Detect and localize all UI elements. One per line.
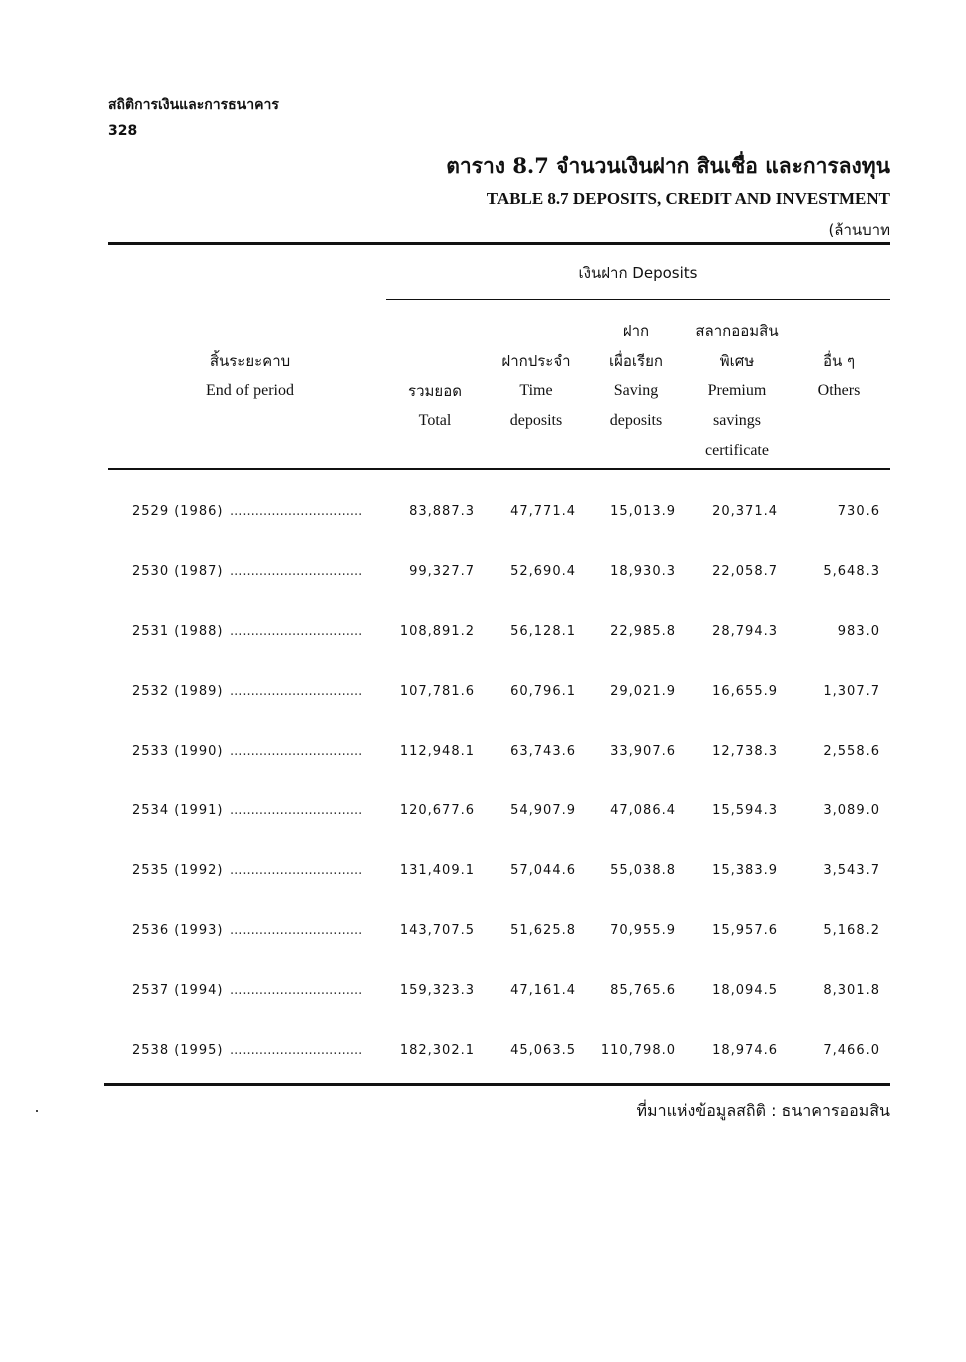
header-premium-english-3: certificate [705, 442, 769, 459]
cell-time-deposits: 63,743.6 [510, 744, 576, 759]
header-premium-english-1: Premium [707, 382, 767, 399]
leader-dots: ................................ [230, 624, 363, 639]
cell-total: 107,781.6 [399, 684, 475, 699]
row-period: 2531 (1988) [132, 624, 224, 639]
header-premium-thai-2: พิเศษ [719, 352, 755, 370]
cell-premium-savings: 18,094.5 [712, 983, 778, 998]
cell-total: 159,323.3 [399, 983, 475, 998]
cell-time-deposits: 60,796.1 [510, 684, 576, 699]
row-period: 2534 (1991) [132, 803, 224, 818]
header-end-of-period [130, 346, 370, 406]
cell-total: 112,948.1 [399, 744, 475, 759]
cell-others: 8,301.8 [823, 983, 880, 998]
leader-dots: ................................ [230, 504, 363, 519]
cell-time-deposits: 56,128.1 [510, 624, 576, 639]
header-time-english-2: deposits [509, 412, 563, 429]
header-saving-thai-1: ฝาก [622, 322, 650, 340]
running-head [108, 92, 279, 144]
header-premium-thai-1: สลากออมสิน [695, 322, 779, 340]
cell-total: 131,409.1 [399, 863, 475, 878]
header-saving-deposits [590, 316, 682, 436]
table-row [108, 498, 890, 528]
cell-others: 730.6 [837, 504, 880, 519]
cell-saving-deposits: 55,038.8 [610, 863, 676, 878]
cell-premium-savings: 28,794.3 [712, 624, 778, 639]
leader-dots: ................................ [230, 744, 363, 759]
cell-others: 983.0 [837, 624, 880, 639]
header-total-english: Total [418, 412, 452, 429]
table-row [108, 977, 890, 1007]
cell-others: 5,168.2 [823, 923, 880, 938]
header-saving-english-2: deposits [609, 412, 663, 429]
row-period: 2530 (1987) [132, 564, 224, 579]
cell-saving-deposits: 22,985.8 [610, 624, 676, 639]
cell-time-deposits: 47,161.4 [510, 983, 576, 998]
header-others-thai: อื่น ๆ [822, 352, 856, 370]
source-note: ที่มาแห่งข้อมูลสถิติ : ธนาคารออมสิน [636, 1101, 890, 1120]
cell-premium-savings: 20,371.4 [712, 504, 778, 519]
page-number: 328 [108, 123, 138, 139]
cell-premium-savings: 18,974.6 [712, 1043, 778, 1058]
table-top-rule [108, 242, 890, 245]
table-unit: (ล้านบาท [828, 221, 890, 239]
cell-total: 99,327.7 [409, 564, 475, 579]
cell-saving-deposits: 85,765.6 [610, 983, 676, 998]
cell-others: 1,307.7 [823, 684, 880, 699]
leader-dots: ................................ [230, 803, 363, 818]
cell-time-deposits: 52,690.4 [510, 564, 576, 579]
row-period: 2535 (1992) [132, 863, 224, 878]
header-period-english: End of period [206, 382, 294, 399]
scan-speck [36, 1110, 38, 1112]
row-period: 2538 (1995) [132, 1043, 224, 1058]
cell-time-deposits: 54,907.9 [510, 803, 576, 818]
group-header-rule [386, 299, 890, 300]
cell-saving-deposits: 47,086.4 [610, 803, 676, 818]
cell-saving-deposits: 70,955.9 [610, 923, 676, 938]
table-row [108, 917, 890, 947]
cell-premium-savings: 15,594.3 [712, 803, 778, 818]
cell-others: 3,543.7 [823, 863, 880, 878]
cell-others: 7,466.0 [823, 1043, 880, 1058]
table-row [108, 797, 890, 827]
table-title-english: TABLE 8.7 DEPOSITS, CREDIT AND INVESTMENT [486, 189, 890, 208]
deposits-group-label: เงินฝาก Deposits [578, 264, 698, 282]
header-premium-english-2: savings [713, 412, 761, 429]
table-row [108, 857, 890, 887]
cell-saving-deposits: 110,798.0 [600, 1043, 676, 1058]
header-others [798, 346, 880, 406]
cell-total: 108,891.2 [399, 624, 475, 639]
cell-saving-deposits: 33,907.6 [610, 744, 676, 759]
cell-time-deposits: 57,044.6 [510, 863, 576, 878]
cell-others: 3,089.0 [823, 803, 880, 818]
header-others-english: Others [817, 382, 861, 399]
deposits-group-header [386, 258, 890, 289]
header-time-deposits [490, 346, 582, 436]
cell-time-deposits: 51,625.8 [510, 923, 576, 938]
row-period: 2536 (1993) [132, 923, 224, 938]
table-row [108, 678, 890, 708]
header-premium-savings [682, 316, 792, 466]
leader-dots: ................................ [230, 923, 363, 938]
cell-saving-deposits: 29,021.9 [610, 684, 676, 699]
cell-others: 2,558.6 [823, 744, 880, 759]
table-row [108, 1037, 890, 1067]
cell-premium-savings: 22,058.7 [712, 564, 778, 579]
cell-total: 120,677.6 [399, 803, 475, 818]
row-period: 2537 (1994) [132, 983, 224, 998]
header-time-english-1: Time [519, 382, 553, 399]
table-row [108, 618, 890, 648]
header-saving-thai-2: เผื่อเรียก [609, 352, 663, 370]
cell-premium-savings: 16,655.9 [712, 684, 778, 699]
header-total [392, 376, 478, 436]
header-bottom-rule [108, 468, 890, 470]
cell-premium-savings: 15,957.6 [712, 923, 778, 938]
cell-saving-deposits: 18,930.3 [610, 564, 676, 579]
row-period: 2529 (1986) [132, 504, 224, 519]
cell-premium-savings: 12,738.3 [712, 744, 778, 759]
leader-dots: ................................ [230, 684, 363, 699]
table-row [108, 738, 890, 768]
cell-others: 5,648.3 [823, 564, 880, 579]
leader-dots: ................................ [230, 1043, 363, 1058]
leader-dots: ................................ [230, 564, 363, 579]
cell-time-deposits: 47,771.4 [510, 504, 576, 519]
running-head-title: สถิติการเงินและการธนาคาร [108, 97, 279, 113]
cell-total: 83,887.3 [409, 504, 475, 519]
leader-dots: ................................ [230, 863, 363, 878]
row-period: 2532 (1989) [132, 684, 224, 699]
table-title-thai: ตาราง 8.7 จำนวนเงินฝาก สินเชื่อ และการลงทุน [446, 153, 890, 178]
cell-time-deposits: 45,063.5 [510, 1043, 576, 1058]
row-period: 2533 (1990) [132, 744, 224, 759]
header-time-thai: ฝากประจำ [501, 352, 571, 370]
table-title-block [446, 150, 890, 242]
header-total-thai: รวมยอด [408, 382, 462, 400]
header-period-thai: สิ้นระยะคาบ [209, 352, 291, 370]
table-row [108, 558, 890, 588]
cell-total: 182,302.1 [399, 1043, 475, 1058]
leader-dots: ................................ [230, 983, 363, 998]
header-saving-english-1: Saving [613, 382, 659, 399]
cell-saving-deposits: 15,013.9 [610, 504, 676, 519]
cell-total: 143,707.5 [399, 923, 475, 938]
table-bottom-rule [104, 1083, 890, 1086]
cell-premium-savings: 15,383.9 [712, 863, 778, 878]
